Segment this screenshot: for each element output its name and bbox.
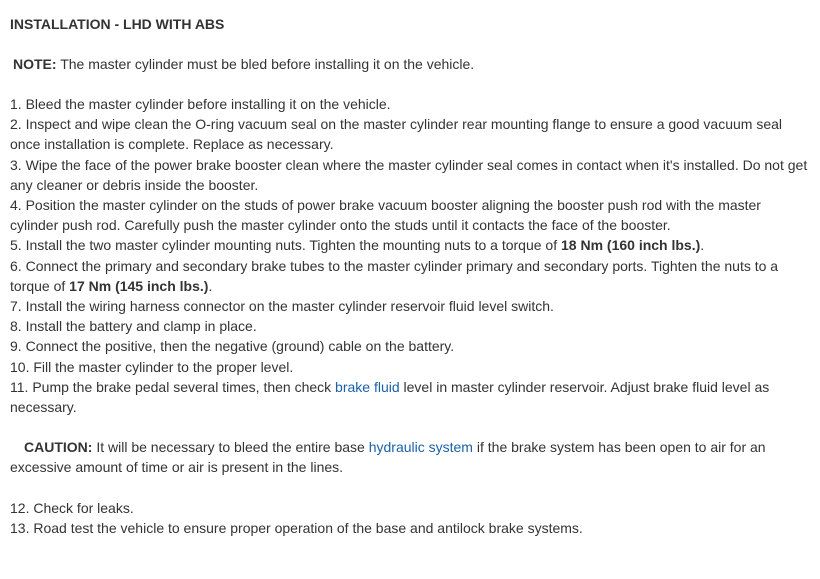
step-text: Install the battery and clamp in place. bbox=[21, 318, 257, 335]
step-item bbox=[10, 256, 810, 296]
page-title: INSTALLATION - LHD WITH ABS bbox=[10, 16, 225, 32]
step-number: 7. bbox=[10, 298, 22, 315]
step-text-end: . bbox=[700, 237, 705, 254]
step-number: 13. bbox=[10, 519, 30, 536]
step-text: Pump the brake pedal several times, then check bbox=[28, 378, 336, 395]
step-item bbox=[10, 377, 810, 417]
step-item bbox=[10, 195, 810, 235]
caution-text-end: if the brake system has been open to air for an excessive amount of time or air is present in the lines. bbox=[10, 439, 766, 476]
step-item bbox=[10, 235, 810, 255]
step-text: Position the master cylinder on the studs of power brake vacuum booster aligning the booster push rod with the master cylinder push rod. Carefully push the master cylinder onto the studs until it contacts the face of the booster. bbox=[10, 197, 761, 234]
step-item bbox=[10, 316, 810, 336]
brake-fluid-link[interactable]: brake fluid bbox=[335, 378, 400, 395]
hydraulic-system-link[interactable]: hydraulic system bbox=[368, 439, 473, 456]
step-number: 5. bbox=[10, 237, 22, 254]
step-text: Wipe the face of the power brake booster clean where the master cylinder seal comes in contact when it's installed. Do not get any cleaner or debris inside the booster. bbox=[10, 156, 808, 193]
step-item bbox=[10, 336, 810, 356]
torque-value: 17 Nm (145 inch lbs.) bbox=[69, 277, 209, 294]
step-item bbox=[10, 518, 810, 538]
caution-paragraph bbox=[10, 437, 810, 477]
step-number: 8. bbox=[10, 318, 22, 335]
note-label: NOTE: bbox=[13, 56, 57, 72]
final-steps-list bbox=[10, 498, 810, 538]
step-item bbox=[10, 94, 810, 114]
caution-label: CAUTION: bbox=[24, 439, 93, 456]
caution-text: It will be necessary to bleed the entire base bbox=[92, 439, 369, 456]
step-text-end: level in master cylinder reservoir. Adjust brake fluid level as necessary. bbox=[10, 378, 770, 416]
step-text: Bleed the master cylinder before installing it on the vehicle. bbox=[21, 96, 391, 112]
step-text: Road test the vehicle to ensure proper operation of the base and antilock brake systems. bbox=[29, 519, 583, 536]
torque-value: 18 Nm (160 inch lbs.) bbox=[561, 237, 701, 254]
step-number: 2. bbox=[10, 116, 22, 133]
step-item bbox=[10, 155, 810, 195]
step-number: 4. bbox=[10, 197, 22, 214]
step-text: Inspect and wipe clean the O-ring vacuum seal on the master cylinder rear mounting flange to ensure a good vacuum seal once installation is complete. Replace as necessary. bbox=[10, 116, 783, 153]
step-item bbox=[10, 498, 810, 518]
step-item bbox=[10, 114, 810, 154]
step-item bbox=[10, 357, 810, 377]
step-number: 12. bbox=[10, 499, 30, 516]
step-text: Connect the primary and secondary brake tubes to the master cylinder primary and secondary ports. Tighten the nuts to a torque of bbox=[10, 257, 779, 294]
step-text: Connect the positive, then the negative (ground) cable on the battery. bbox=[21, 338, 455, 355]
steps-list bbox=[10, 94, 810, 417]
step-number: 11. bbox=[10, 378, 29, 395]
step-text: Fill the master cylinder to the proper level. bbox=[29, 358, 294, 375]
step-number: 6. bbox=[10, 257, 22, 274]
step-number: 10. bbox=[10, 358, 30, 375]
step-text: Install the wiring harness connector on the master cylinder reservoir fluid level switch. bbox=[21, 298, 554, 315]
step-item bbox=[10, 296, 810, 316]
note-text: The master cylinder must be bled before installing it on the vehicle. bbox=[56, 56, 475, 72]
step-text: Check for leaks. bbox=[29, 499, 134, 516]
step-text: Install the two master cylinder mounting nuts. Tighten the mounting nuts to a torque of bbox=[21, 237, 561, 254]
note-paragraph bbox=[13, 54, 810, 74]
step-number: 9. bbox=[10, 338, 22, 355]
step-number: 3. bbox=[10, 156, 22, 173]
step-text-end: . bbox=[208, 277, 213, 294]
step-number: 1. bbox=[10, 96, 22, 112]
